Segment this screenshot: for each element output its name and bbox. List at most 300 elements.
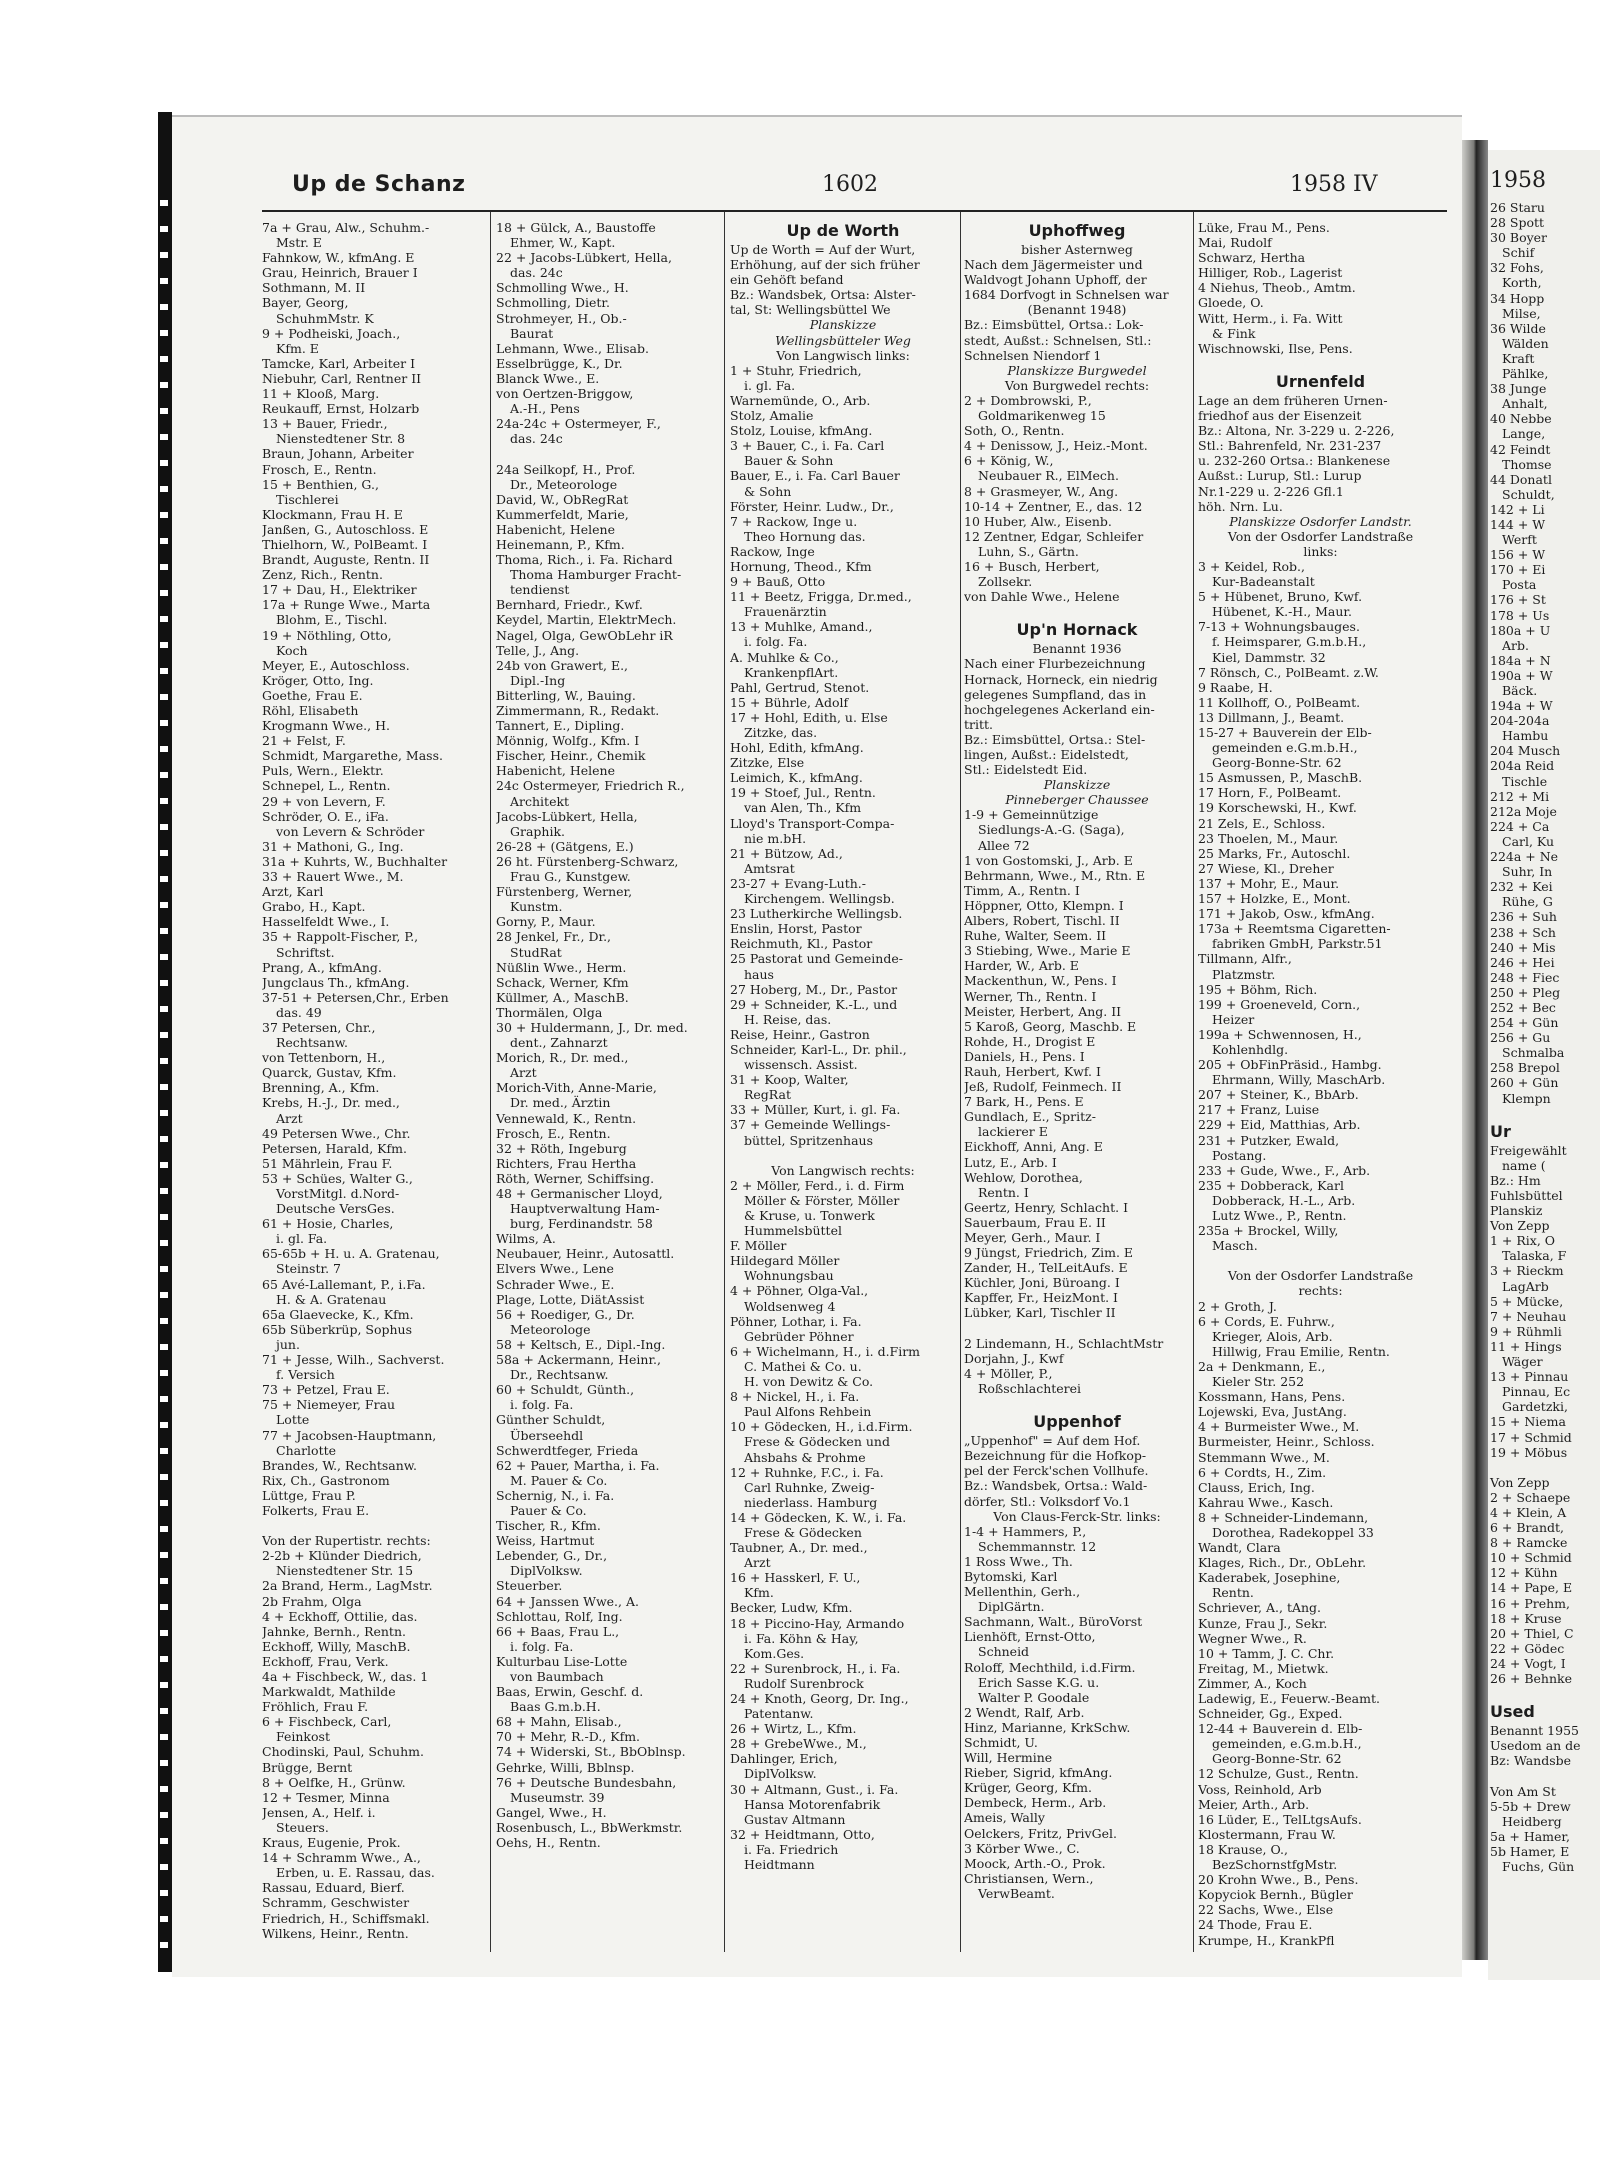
directory-entry: 1-9 + Gemeinnützige — [964, 807, 1099, 823]
directory-entry: Fürstenberg, Werner, — [496, 884, 633, 900]
directory-entry: H. & A. Gratenau — [276, 1291, 387, 1307]
directory-entry: 31 + Mathoni, G., Ing. — [262, 838, 404, 854]
directory-entry: Rackow, Inge — [730, 543, 815, 559]
street-heading: Up'n Hornack — [1016, 620, 1138, 640]
directory-entry: Lebender, G., Dr., — [496, 1548, 608, 1564]
directory-entry: Moock, Arth.-O., Prok. — [964, 1855, 1106, 1871]
directory-entry: Rentn. I — [978, 1184, 1029, 1200]
directory-entry: Schmidt, Margarethe, Mass. — [262, 748, 443, 764]
directory-entry: 37 + Gemeinde Wellings- — [730, 1117, 891, 1133]
directory-column-5 — [1198, 220, 1443, 1948]
directory-entry: 2a Brand, Herm., LagMstr. — [262, 1578, 433, 1594]
directory-entry: Schemmannstr. 12 — [978, 1538, 1097, 1554]
directory-entry: Sothmann, M. II — [262, 280, 366, 296]
directory-entry: Freitag, M., Mietwk. — [1198, 1660, 1329, 1676]
directory-entry: Schnepel, L., Rentn. — [262, 778, 391, 794]
directory-entry: Daniels, H., Pens. I — [964, 1048, 1085, 1064]
directory-entry: 4 Niehus, Theob., Amtm. — [1198, 280, 1356, 296]
directory-entry: Kopyciok Bernh., Bügler — [1198, 1887, 1353, 1903]
directory-entry: Lage an dem früheren Urnen- — [1198, 392, 1388, 408]
directory-entry: Heinemann, P., Kfm. — [496, 536, 625, 552]
next-page-entry: 36 Wilde — [1490, 320, 1546, 336]
directory-column-4 — [964, 220, 1190, 1901]
directory-entry: Christiansen, Wern., — [964, 1870, 1094, 1886]
directory-entry: Tamcke, Karl, Arbeiter I — [262, 355, 416, 371]
directory-entry: Dr. med., Ärztin — [510, 1095, 611, 1111]
directory-entry: wissensch. Assist. — [744, 1057, 858, 1073]
directory-entry: 28 + GrebeWwe., M., — [730, 1736, 867, 1752]
directory-entry: 31 + Koop, Walter, — [730, 1072, 849, 1088]
directory-entry: Reise, Heinr., Gastron — [730, 1026, 870, 1042]
next-page-entry: Carl, Ku — [1502, 833, 1555, 849]
directory-entry: Plage, Lotte, DiätAssist — [496, 1291, 645, 1307]
next-page-entry: Hambu — [1502, 728, 1549, 744]
directory-entry: Krumpe, H., KrankPfl — [1198, 1932, 1335, 1948]
directory-entry: 4 + Eckhoff, Ottilie, das. — [262, 1608, 418, 1624]
directory-entry: Habenicht, Helene — [496, 521, 615, 537]
directory-entry: Wischnowski, Ilse, Pens. — [1198, 340, 1353, 356]
directory-entry: 33 + Rauert Wwe., M. — [262, 869, 404, 885]
directory-entry: von Dahle Wwe., Helene — [964, 589, 1120, 605]
directory-entry: Allee 72 — [978, 837, 1030, 853]
directory-entry: das. 24c — [510, 265, 563, 281]
directory-entry: Meister, Herbert, Ang. II — [964, 1003, 1122, 1019]
directory-entry: Steuerber. — [496, 1578, 563, 1594]
directory-entry: Lienhöft, Ernst-Otto, — [964, 1629, 1096, 1645]
directory-entry: 10 Huber, Alw., Eisenb. — [964, 513, 1112, 529]
directory-entry: Arzt, Karl — [262, 884, 324, 900]
directory-entry: Lloyd's Transport-Compa- — [730, 815, 895, 831]
next-page-entry: 1 + Rix, O — [1490, 1233, 1556, 1249]
directory-entry: Eckhoff, Willy, MaschB. — [262, 1638, 411, 1654]
directory-entry: gelegenes Sumpfland, das in — [964, 686, 1147, 702]
directory-entry: 3 + Keidel, Rob., — [1198, 558, 1306, 574]
directory-entry: Woldsenweg 4 — [744, 1298, 836, 1314]
directory-entry: Carl Ruhnke, Zweig- — [744, 1479, 875, 1495]
directory-entry: Rauh, Herbert, Kwf. I — [964, 1063, 1101, 1079]
directory-entry: Rudolf Surenbrock — [744, 1675, 864, 1691]
next-page-entry: 28 Spott — [1490, 215, 1545, 231]
directory-entry: 68 + Mahn, Elisab., — [496, 1714, 622, 1730]
directory-entry: Thielhorn, W., PolBeamt. I — [262, 536, 428, 552]
directory-entry: Schernig, N., i. Fa. — [496, 1487, 615, 1503]
directory-entry: Bz.: Wandsbek, Ortsa: Alster- — [730, 287, 916, 303]
directory-entry: i. gl. Fa. — [744, 377, 796, 393]
directory-entry: Krüger, Georg, Kfm. — [964, 1780, 1092, 1796]
directory-entry: Schriever, A., tAng. — [1198, 1600, 1322, 1616]
directory-entry: Blohm, E., Tischl. — [276, 612, 388, 628]
directory-entry: 30 + Altmann, Gust., i. Fa. — [730, 1781, 899, 1797]
directory-entry: A.-H., Pens — [510, 401, 580, 417]
directory-entry: Esselbrügge, K., Dr. — [496, 355, 623, 371]
next-page-entry: 15 + Niema — [1490, 1414, 1566, 1430]
directory-entry: Schack, Werner, Kfm — [496, 974, 629, 990]
directory-entry: 19 + Stoef, Jul., Rentn. — [730, 785, 876, 801]
next-page-entry: Pinnau, Ec — [1502, 1384, 1571, 1400]
directory-entry: Gundlach, E., Spritz- — [964, 1109, 1096, 1125]
directory-entry: 24a Seilkopf, H., Prof. — [496, 461, 636, 477]
directory-entry: Schneid — [978, 1644, 1030, 1660]
directory-entry: Lüttge, Frau P. — [262, 1487, 356, 1503]
directory-entry: 1 von Gostomski, J., Arb. E — [964, 852, 1133, 868]
next-page-entry: 4 + Klein, A — [1490, 1504, 1567, 1520]
directory-entry: 19 + Nöthling, Otto, — [262, 627, 392, 643]
next-page-entry: Schmalba — [1502, 1045, 1565, 1061]
directory-entry: 1-4 + Hammers, P., — [964, 1523, 1087, 1539]
directory-entry: Zitzke, Else — [730, 755, 805, 771]
directory-entry: Kohlenhdlg. — [1212, 1041, 1289, 1057]
next-page-entry: 184a + N — [1490, 652, 1551, 668]
next-page-entry: 8 + Ramcke — [1490, 1535, 1568, 1551]
directory-entry: 17 Horn, F., PolBeamt. — [1198, 785, 1342, 801]
next-page-entry: Bz: Wandsbe — [1490, 1753, 1572, 1769]
directory-entry: & Sohn — [744, 483, 792, 499]
directory-entry: Folkerts, Frau E. — [262, 1502, 370, 1518]
directory-entry: Soth, O., Rentn. — [964, 423, 1065, 439]
directory-entry: 32 + Röth, Ingeburg — [496, 1140, 627, 1156]
directory-entry: Lüke, Frau M., Pens. — [1198, 220, 1330, 235]
directory-entry: 235a + Brockel, Willy, — [1198, 1223, 1339, 1239]
directory-entry: Chodinski, Paul, Schuhm. — [262, 1744, 424, 1760]
directory-entry: Küllmer, A., MaschB. — [496, 989, 629, 1005]
next-page-entry: Von Zepp — [1490, 1474, 1550, 1490]
directory-entry: A. Muhlke & Co., — [730, 649, 839, 665]
directory-entry: Planskizze — [1043, 777, 1111, 793]
street-heading: Uppenhof — [1033, 1412, 1121, 1432]
directory-entry: Tillmann, Alfr., — [1198, 951, 1292, 967]
directory-entry: Thoma, Rich., i. Fa. Richard — [496, 552, 673, 568]
next-page-entry: 194a + W — [1490, 698, 1553, 714]
directory-entry: 195 + Böhm, Rich. — [1198, 981, 1318, 997]
directory-entry: Goldmarikenweg 15 — [978, 408, 1106, 424]
directory-entry: Kummerfeldt, Marie, — [496, 506, 629, 522]
directory-entry — [262, 1518, 485, 1533]
directory-entry: 17 + Hohl, Edith, u. Else — [730, 709, 888, 725]
directory-entry: Gehrke, Willi, Bblnsp. — [496, 1759, 635, 1775]
directory-entry: Planskizze Burgwedel — [1007, 362, 1147, 378]
directory-entry: Außst.: Lurup, Stl.: Lurup — [1198, 468, 1362, 484]
directory-entry: Thoma Hamburger Fracht- — [510, 567, 682, 583]
directory-entry: Kraus, Eugenie, Prok. — [262, 1835, 401, 1851]
directory-entry: 62 + Pauer, Martha, i. Fa. — [496, 1457, 660, 1473]
directory-entry: Bernhard, Friedr., Kwf. — [496, 597, 643, 613]
directory-entry: Frese & Gödecken — [744, 1524, 862, 1540]
next-page-entry: Thomse — [1502, 456, 1552, 472]
directory-entry: Postang. — [1212, 1147, 1267, 1163]
directory-entry: Georg-Bonne-Str. 62 — [1212, 1751, 1342, 1767]
directory-entry: Fischer, Heinr., Chemik — [496, 748, 646, 764]
directory-entry: Bitterling, W., Bauing. — [496, 687, 636, 703]
directory-entry: 11 Kollhoff, O., PolBeamt. — [1198, 694, 1361, 710]
directory-entry: DiplVolksw. — [510, 1563, 583, 1579]
directory-entry: 18 + Gülck, A., Baustoffe — [496, 220, 656, 235]
directory-entry: 13 + Bauer, Friedr., — [262, 416, 388, 432]
directory-entry: Kfm. E — [276, 340, 319, 356]
directory-entry: Harder, W., Arb. E — [964, 958, 1079, 974]
directory-entry: Patentanw. — [744, 1706, 814, 1722]
next-page-entry: 44 Donatl — [1490, 471, 1552, 487]
next-page-entry: 212a Moje — [1490, 803, 1557, 819]
next-page-entry: 40 Nebbe — [1490, 411, 1552, 427]
directory-entry: haus — [744, 966, 774, 982]
directory-entry: Gloede, O. — [1198, 295, 1264, 311]
next-page-entry: Klempn — [1502, 1090, 1551, 1106]
directory-entry: 23 Thoelen, M., Maur. — [1198, 830, 1339, 846]
next-page-entry: 236 + Suh — [1490, 909, 1557, 925]
directory-entry: 37-51 + Petersen,Chr., Erben — [262, 989, 449, 1005]
directory-entry: Thormälen, Olga — [496, 1004, 603, 1020]
directory-entry: Habenicht, Helene — [496, 763, 615, 779]
next-page-entry — [1490, 1106, 1581, 1121]
directory-entry: Schramm, Geschwister — [262, 1895, 410, 1911]
header-rule — [262, 210, 1447, 212]
column-divider — [1193, 212, 1194, 1952]
directory-entry: Dr., Meteorologe — [510, 476, 618, 492]
directory-entry: Mellenthin, Gerh., — [964, 1584, 1081, 1600]
next-page-entry: 176 + St — [1490, 592, 1546, 608]
directory-entry: Hauptverwaltung Ham- — [510, 1201, 660, 1217]
directory-entry: Tischlerei — [276, 491, 339, 507]
directory-entry: Klostermann, Frau W. — [1198, 1826, 1336, 1842]
directory-entry: Brenning, A., Kfm. — [262, 1080, 380, 1096]
next-page-entry: 24 + Vogt, I — [1490, 1655, 1566, 1671]
directory-entry: Mackenthun, W., Pens. I — [964, 973, 1117, 989]
directory-entry: 71 + Jesse, Wilh., Sachverst. — [262, 1352, 445, 1368]
directory-entry: Schriftst. — [276, 944, 335, 960]
directory-entry: Röhl, Elisabeth — [262, 703, 359, 718]
directory-entry: Steuers. — [276, 1819, 329, 1835]
directory-entry: Von Langwisch rechts: — [771, 1162, 915, 1178]
directory-entry: Krogmann Wwe., H. — [262, 718, 390, 734]
directory-entry: Von Claus-Ferck-Str. links: — [993, 1508, 1161, 1524]
directory-entry: Oehs, H., Rentn. — [496, 1835, 601, 1851]
directory-entry: 14 + Gödecken, K. W., i. Fa. — [730, 1509, 907, 1525]
directory-entry: Schnelsen Niendorf 1 — [964, 347, 1102, 363]
running-head-street: Up de Schanz — [292, 172, 466, 197]
directory-entry: Gebrüder Pöhner — [744, 1328, 854, 1344]
directory-entry: Dr., Rechtsanw. — [510, 1367, 609, 1383]
next-page-entry: 2 + Schaepe — [1490, 1489, 1571, 1505]
directory-entry: 24 Thode, Frau E. — [1198, 1917, 1313, 1933]
directory-entry: Stl.: Eidelstedt Eid. — [964, 762, 1088, 778]
next-page-entry: Korth, — [1502, 275, 1542, 291]
directory-entry: Paul Alfons Rehbein — [744, 1404, 872, 1420]
directory-entry: Hinz, Marianne, KrkSchw. — [964, 1719, 1131, 1735]
next-page-entry: Gardetzki, — [1502, 1399, 1568, 1415]
directory-entry: 18 + Piccino-Hay, Armando — [730, 1615, 905, 1631]
next-page-entry: 240 + Mis — [1490, 939, 1556, 955]
directory-entry: i. Fa. Köhn & Hay, — [744, 1630, 859, 1646]
next-page-entry: LagArb — [1502, 1278, 1549, 1294]
next-page-entry: 5-5b + Drew — [1490, 1798, 1571, 1814]
directory-entry: 7-13 + Wohnungsbauges. — [1198, 619, 1360, 635]
directory-entry: 12 + Tesmer, Minna — [262, 1789, 390, 1805]
directory-entry: Schrader Wwe., E. — [496, 1276, 615, 1292]
directory-entry: 8 + Grasmeyer, W., Ang. — [964, 483, 1119, 499]
directory-entry: Hansa Motorenfabrik — [744, 1796, 881, 1812]
directory-entry: Wehlow, Dorothea, — [964, 1169, 1083, 1185]
directory-entry: Jungclaus Th., kfmAng. — [262, 974, 410, 990]
directory-entry: Brandt, Auguste, Rentn. II — [262, 552, 430, 568]
directory-entry: Hildegard Möller — [730, 1253, 840, 1269]
directory-entry: Kaderabek, Josephine, — [1198, 1570, 1341, 1586]
next-page-entry: 204a Reid — [1490, 758, 1555, 774]
directory-entry: Schlottau, Rolf, Ing. — [496, 1608, 623, 1624]
directory-entry: Neubauer, Heinr., Autosattl. — [496, 1246, 675, 1262]
directory-entry: Lutz, E., Arb. I — [964, 1154, 1057, 1170]
directory-entry: Siedlungs-A.-G. (Saga), — [978, 822, 1125, 838]
directory-entry: 26 + Wirtz, L., Kfm. — [730, 1721, 857, 1737]
directory-entry: 7 Bark, H., Pens. E — [964, 1094, 1084, 1110]
directory-entry: Gustav Altmann — [744, 1811, 846, 1827]
directory-entry: StudRat — [510, 944, 562, 960]
directory-entry: tendienst — [510, 582, 570, 598]
directory-entry: Förster, Heinr. Ludw., Dr., — [730, 498, 894, 514]
next-page-entry — [1490, 1686, 1581, 1701]
directory-entry: Dorothea, Radekoppel 33 — [1212, 1524, 1374, 1540]
directory-entry: Keydel, Martin, ElektrMech. — [496, 612, 677, 628]
directory-entry: 17 + Dau, H., Elektriker — [262, 582, 417, 598]
directory-entry: Jahnke, Bernh., Rentn. — [262, 1623, 406, 1639]
next-page-entry: 7 + Neuhau — [1490, 1308, 1567, 1324]
directory-entry: 10 + Tamm, J. C. Chr. — [1198, 1645, 1335, 1661]
directory-entry: 19 Korschewski, H., Kwf. — [1198, 800, 1357, 816]
directory-entry: 3 + Bauer, C., i. Fa. Carl — [730, 438, 885, 454]
directory-entry: hochgelegenes Ackerland ein- — [964, 701, 1155, 717]
column-divider — [490, 212, 491, 1952]
directory-entry: Baas, Erwin, Geschf. d. — [496, 1684, 644, 1700]
directory-entry: Tannert, E., Dipling. — [496, 718, 625, 734]
next-page-entry: Milse, — [1502, 305, 1541, 321]
next-page-entry: 10 + Schmid — [1490, 1550, 1572, 1566]
next-page-entry: Arb. — [1502, 637, 1529, 653]
directory-entry: von Levern & Schröder — [276, 823, 425, 839]
directory-entry: Schmidt, U. — [964, 1735, 1038, 1750]
directory-entry: tritt. — [964, 716, 994, 732]
next-page-entry: 142 + Li — [1490, 501, 1545, 517]
directory-entry: Strohmeyer, H., Ob.- — [496, 310, 627, 326]
directory-entry: Reukauff, Ernst, Holzarb — [262, 401, 420, 417]
next-page-entry: 13 + Pinnau — [1490, 1369, 1569, 1385]
directory-entry: 4a + Fischbeck, W., das. 1 — [262, 1669, 429, 1684]
directory-column-2 — [496, 220, 719, 1850]
directory-entry: 2-2b + Klünder Diedrich, — [262, 1548, 422, 1564]
directory-entry: 16 + Hasskerl, F. U., — [730, 1570, 861, 1586]
next-page-entry: 224 + Ca — [1490, 818, 1550, 834]
directory-entry: Wilkens, Heinr., Rentn. — [262, 1925, 409, 1941]
directory-entry: Friedrich, H., Schiffsmakl. — [262, 1910, 430, 1926]
directory-entry: Nienstedtener Str. 8 — [276, 431, 406, 447]
directory-entry: 2b Frahm, Olga — [262, 1593, 362, 1609]
directory-entry: Lojewski, Eva, JustAng. — [1198, 1404, 1347, 1420]
directory-entry: David, W., ObRegRat — [496, 491, 629, 507]
next-page-entry: 256 + Gu — [1490, 1030, 1551, 1046]
directory-entry: F. Möller — [730, 1238, 787, 1254]
directory-entry: Von Burgwedel rechts: — [1004, 377, 1150, 393]
directory-entry: 66 + Baas, Frau L., — [496, 1623, 620, 1639]
next-page-entry: Fuchs, Gün — [1502, 1859, 1575, 1875]
page-gutter — [1462, 140, 1488, 1960]
directory-entry: Werner, Th., Rentn. I — [964, 988, 1097, 1004]
directory-entry: Petersen, Harald, Kfm. — [262, 1140, 407, 1156]
next-page-entry: 38 Junge — [1490, 381, 1547, 397]
directory-entry: 2 Wendt, Ralf, Arb. — [964, 1704, 1085, 1720]
directory-entry: Charlotte — [276, 1442, 337, 1458]
directory-entry: Wohnungsbau — [744, 1268, 834, 1284]
next-page-entry: 5 + Mücke, — [1490, 1293, 1564, 1309]
directory-entry: Schwerdtfeger, Frieda — [496, 1442, 639, 1458]
directory-entry: BezSchornstfgMstr. — [1212, 1857, 1338, 1873]
next-page-entry: 30 Boyer — [1490, 230, 1548, 246]
directory-entry: Steinstr. 7 — [276, 1261, 341, 1277]
directory-entry: das. 49 — [276, 1004, 322, 1020]
directory-entry: Oelckers, Fritz, PrivGel. — [964, 1825, 1117, 1841]
directory-entry: 51 Mährlein, Frau F. — [262, 1155, 393, 1171]
directory-entry: 12 Schulze, Gust., Rentn. — [1198, 1766, 1359, 1782]
next-page-entry: Schif — [1502, 245, 1535, 261]
directory-entry: Lehmann, Wwe., Elisab. — [496, 340, 649, 356]
directory-entry: 4 + Burmeister Wwe., M. — [1198, 1419, 1360, 1435]
directory-entry: Graphik. — [510, 823, 566, 839]
directory-entry: Burmeister, Heinr., Schloss. — [1198, 1434, 1375, 1450]
directory-entry: 9 + Podheiski, Joach., — [262, 325, 401, 341]
directory-entry: Jacobs-Lübkert, Hella, — [496, 808, 638, 824]
directory-entry: 173a + Reemtsma Cigaretten- — [1198, 921, 1391, 937]
directory-entry: i. Fa. Friedrich — [744, 1841, 839, 1857]
directory-entry: 6 + Fischbeck, Carl, — [262, 1714, 392, 1730]
directory-entry: Timm, A., Rentn. I — [964, 882, 1080, 898]
directory-entry: Fröhlich, Frau F. — [262, 1699, 369, 1715]
directory-entry: Koch — [276, 642, 308, 658]
directory-entry: Neubauer R., ElMech. — [978, 468, 1119, 484]
directory-entry: 137 + Mohr, E., Maur. — [1198, 875, 1340, 891]
directory-entry: Albers, Robert, Tischl. II — [964, 913, 1120, 929]
directory-entry: 25 Marks, Fr., Autoschl. — [1198, 845, 1351, 861]
directory-entry: Erich Sasse K.G. u. — [978, 1674, 1100, 1690]
next-page-entry: Benannt 1955 — [1490, 1723, 1579, 1739]
directory-entry: KrankenpflArt. — [744, 664, 839, 680]
directory-entry: Ehrmann, Willy, MaschArb. — [1212, 1072, 1386, 1088]
directory-entry: Nüßlin Wwe., Herm. — [496, 959, 627, 975]
directory-entry: 24b von Grawert, E., — [496, 657, 629, 673]
directory-entry: Lotte — [276, 1412, 310, 1428]
directory-entry: 231 + Putzker, Ewald, — [1198, 1132, 1340, 1148]
directory-entry: 26 ht. Fürstenberg-Schwarz, — [496, 853, 679, 869]
directory-entry: 2 + Möller, Ferd., i. d. Firm — [730, 1177, 905, 1193]
directory-entry: büttel, Spritzenhaus — [744, 1132, 874, 1148]
directory-entry: M. Pauer & Co. — [510, 1472, 608, 1488]
next-page-entry: Wälden — [1502, 335, 1549, 351]
directory-entry: nie m.bH. — [744, 830, 807, 846]
directory-entry: Meier, Arth., Arb. — [1198, 1796, 1310, 1812]
directory-column-1 — [262, 220, 485, 1941]
directory-entry: Zimmermann, R., Redakt. — [496, 703, 660, 718]
directory-entry: 171 + Jakob, Osw., kfmAng. — [1198, 906, 1375, 922]
directory-entry: Baas G.m.b.H. — [510, 1699, 601, 1715]
next-page-entry: 204 Musch — [1490, 743, 1561, 759]
directory-entry: Nach dem Jägermeister und — [964, 257, 1143, 273]
directory-entry: Krebs, H.-J., Dr. med., — [262, 1095, 400, 1111]
directory-entry: Frese & Gödecken und — [744, 1434, 890, 1450]
directory-entry: 6 + Cords, E. Fuhrw., — [1198, 1313, 1335, 1329]
directory-entry: burg, Ferdinandstr. 58 — [510, 1216, 653, 1232]
directory-entry: 49 Petersen Wwe., Chr. — [262, 1125, 411, 1141]
directory-entry: Heidtmann — [744, 1857, 815, 1873]
directory-entry: Pauer & Co. — [510, 1502, 587, 1518]
directory-entry: H. Reise, das. — [744, 1011, 832, 1027]
directory-entry: 20 Krohn Wwe., B., Pens. — [1198, 1872, 1359, 1888]
directory-entry: Georg-Bonne-Str. 62 — [1212, 755, 1342, 771]
